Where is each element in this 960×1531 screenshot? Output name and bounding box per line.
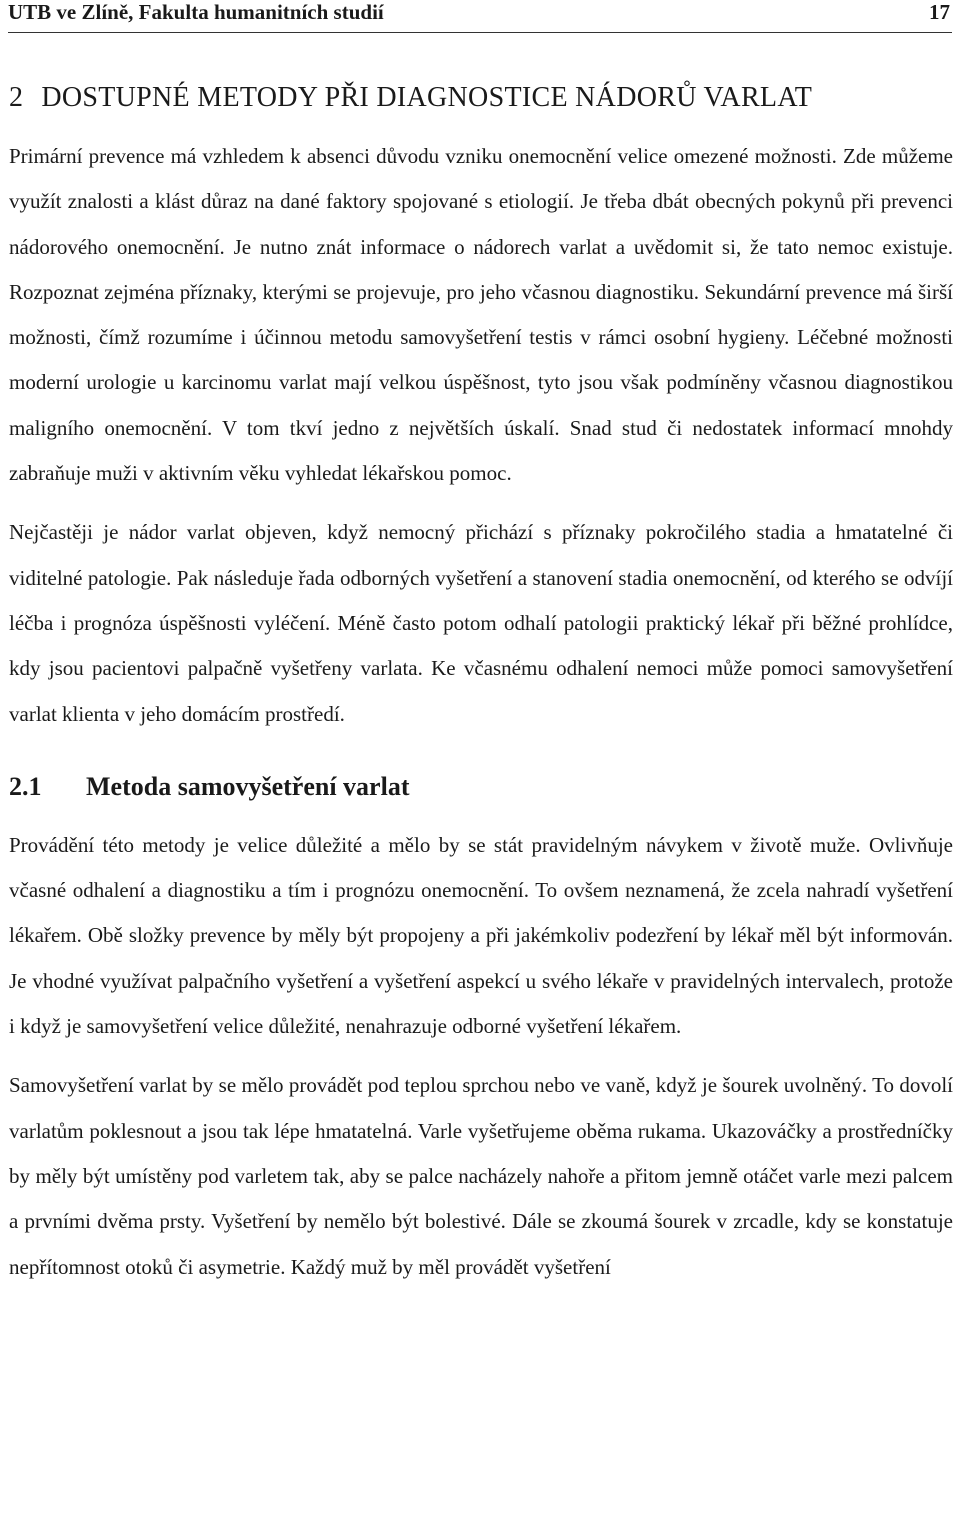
chapter-title: DOSTUPNÉ METODY PŘI DIAGNOSTICE NÁDORŮ VARLAT xyxy=(41,82,813,113)
paragraph: Provádění této metody je velice důležité a mělo by se stát pravidelným návykem v životě muže. Ovlivňuje včasné odhalení a diagnostiku a tím i prognózu onemocnění. To ovšem neznamená, že zcela nahradí vyšetření lékařem. Obě složky prevence by měly být propojeny a při jakémkoliv podezření by lékař měl být informován. Je vhodné využívat palpačního vyšetření a vyšetření aspekcí u svého lékaře v pravidelných intervalech, protože i když je samovyšetření velice důležité, nenahrazuje odborné vyšetření lékařem. xyxy=(9,832,953,1039)
section-title: Metoda samovyšetření varlat xyxy=(86,771,410,801)
running-header xyxy=(8,0,952,33)
paragraph: Primární prevence má vzhledem k absenci důvodu vzniku onemocnění velice omezené možnosti. Zde můžeme využít znalosti a klást důraz na dané faktory spojované s etiologií. Je třeba dbát obecných pokynů při prevenci nádorového onemocnění. Je nutno znát informace o nádorech varlat a uvědomit si, že tato nemoc existuje. Rozpoznat zejména příznaky, kterými se projevuje, pro jeho včasnou diagnostiku. Sekundární prevence má širší možnosti, čímž rozumíme i účinnou metodu samovyšetření testis v rámci osobní hygieny. Léčebné možnosti moderní urologie u karcinomu varlat mají velkou úspěšnost, tyto jsou však podmíněny včasnou diagnostikou maligního onemocnění. V tom tkví jedno z největších úskalí. Snad stud či nedostatek informací mnohdy zabraňuje muži v aktivním věku vyhledat lékařskou pomoc. xyxy=(9,144,953,486)
section-number: 2.1 xyxy=(9,771,42,801)
paragraph: Samovyšetření varlat by se mělo provádět pod teplou sprchou nebo ve vaně, když je šourek uvolněný. To dovolí varlatům poklesnout a jsou tak lépe hmatatelná. Varle vyšetřujeme oběma rukama. Ukazováčky a prostředníčky by měly být umístěny pod varletem tak, aby se palce nacházely nahoře a přitom jemně otáčet varle mezi palcem a prvními dvěma prsty. Vyšetření by nemělo být bolestivé. Dále se zkoumá šourek v zrcadle, kdy se konstatuje nepřítomnost otoků či asymetrie. Každý muž by měl provádět vyšetření xyxy=(9,1073,953,1279)
chapter-number: 2 xyxy=(9,82,24,113)
page-number: 17 xyxy=(929,0,950,24)
paragraph: Nejčastěji je nádor varlat objeven, když nemocný přichází s příznaky pokročilého stadia a hmatatelné či viditelné patologie. Pak následuje řada odborných vyšetření a stanovení stadia onemocnění, od kterého se odvíjí léčba i prognóza úspěšnosti vyléčení. Méně často potom odhalí patologii praktický lékař při běžné prohlídce, kdy jsou pacientovi palpačně vyšetřeny varlata. Ke včasnému odhalení nemoci může pomoci samovyšetření varlat klienta v jeho domácím prostředí. xyxy=(9,520,953,726)
chapter-heading xyxy=(9,80,953,116)
section-heading xyxy=(9,769,953,805)
header-institution: UTB ve Zlíně, Fakulta humanitních studií xyxy=(8,0,384,24)
page-body xyxy=(9,80,953,1304)
